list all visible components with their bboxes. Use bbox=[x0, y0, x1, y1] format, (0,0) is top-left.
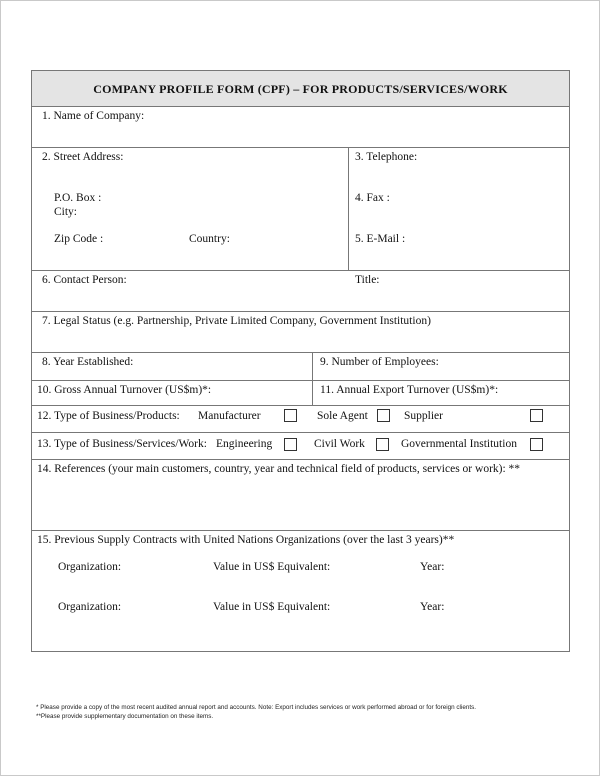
year-label: Year: bbox=[420, 601, 445, 613]
footnote-1: * Please provide a copy of the most recent audited annual report and accounts. Note: Export includes services or work performed abroad or for foreign clients. bbox=[36, 704, 476, 711]
legal-status-label: 7. Legal Status (e.g. Partnership, Private Limited Company, Government Institution) bbox=[42, 315, 431, 327]
fax-label: 4. Fax : bbox=[355, 192, 390, 204]
row-divider bbox=[32, 530, 569, 531]
sole-agent-checkbox[interactable] bbox=[377, 409, 390, 422]
previous-contracts-label: 15. Previous Supply Contracts with United Nations Organizations (over the last 3 years)** bbox=[37, 534, 455, 546]
organization-label: Organization: bbox=[58, 601, 122, 613]
manufacturer-checkbox[interactable] bbox=[284, 409, 297, 422]
civil-work-label: Civil Work bbox=[314, 438, 365, 450]
name-of-company-label: 1. Name of Company: bbox=[42, 110, 145, 122]
po-box-label: P.O. Box : bbox=[54, 192, 102, 204]
title-label: Title: bbox=[355, 274, 380, 286]
manufacturer-label: Manufacturer bbox=[198, 410, 261, 422]
employees-label: 9. Number of Employees: bbox=[320, 356, 439, 368]
column-divider bbox=[312, 352, 313, 405]
row-divider bbox=[32, 380, 569, 381]
sole-agent-label: Sole Agent bbox=[317, 410, 368, 422]
business-services-label: 13. Type of Business/Services/Work: bbox=[37, 438, 207, 450]
governmental-institution-label: Governmental Institution bbox=[401, 438, 517, 450]
gross-turnover-label: 10. Gross Annual Turnover (US$m)*: bbox=[37, 384, 212, 396]
year-label: Year: bbox=[420, 561, 445, 573]
city-label: City: bbox=[54, 206, 78, 218]
footnote-2: **Please provide supplementary documentation on these items. bbox=[36, 713, 214, 720]
zip-code-label: Zip Code : bbox=[54, 233, 104, 245]
year-established-label: 8. Year Established: bbox=[42, 356, 134, 368]
business-products-label: 12. Type of Business/Products: bbox=[37, 410, 180, 422]
country-label: Country: bbox=[189, 233, 230, 245]
contact-person-label: 6. Contact Person: bbox=[42, 274, 127, 286]
supplier-label: Supplier bbox=[404, 410, 443, 422]
organization-label: Organization: bbox=[58, 561, 122, 573]
row-divider bbox=[32, 459, 569, 460]
row-divider bbox=[32, 147, 569, 148]
engineering-checkbox[interactable] bbox=[284, 438, 297, 451]
export-turnover-label: 11. Annual Export Turnover (US$m)*: bbox=[320, 384, 499, 396]
row-divider bbox=[32, 432, 569, 433]
row-divider bbox=[32, 352, 569, 353]
value-label: Value in US$ Equivalent: bbox=[213, 601, 331, 613]
row-divider bbox=[32, 311, 569, 312]
row-divider bbox=[32, 270, 569, 271]
email-label: 5. E-Mail : bbox=[355, 233, 406, 245]
value-label: Value in US$ Equivalent: bbox=[213, 561, 331, 573]
civil-work-checkbox[interactable] bbox=[376, 438, 389, 451]
supplier-checkbox[interactable] bbox=[530, 409, 543, 422]
governmental-institution-checkbox[interactable] bbox=[530, 438, 543, 451]
telephone-label: 3. Telephone: bbox=[355, 151, 418, 163]
form-title: COMPANY PROFILE FORM (CPF) – FOR PRODUCTS/SERVICES/WORK bbox=[32, 71, 569, 107]
engineering-label: Engineering bbox=[216, 438, 273, 450]
company-profile-form bbox=[31, 70, 570, 652]
column-divider bbox=[348, 147, 349, 270]
street-address-label: 2. Street Address: bbox=[42, 151, 124, 163]
row-divider bbox=[32, 405, 569, 406]
references-label: 14. References (your main customers, country, year and technical field of products, services or work): ** bbox=[37, 463, 521, 475]
